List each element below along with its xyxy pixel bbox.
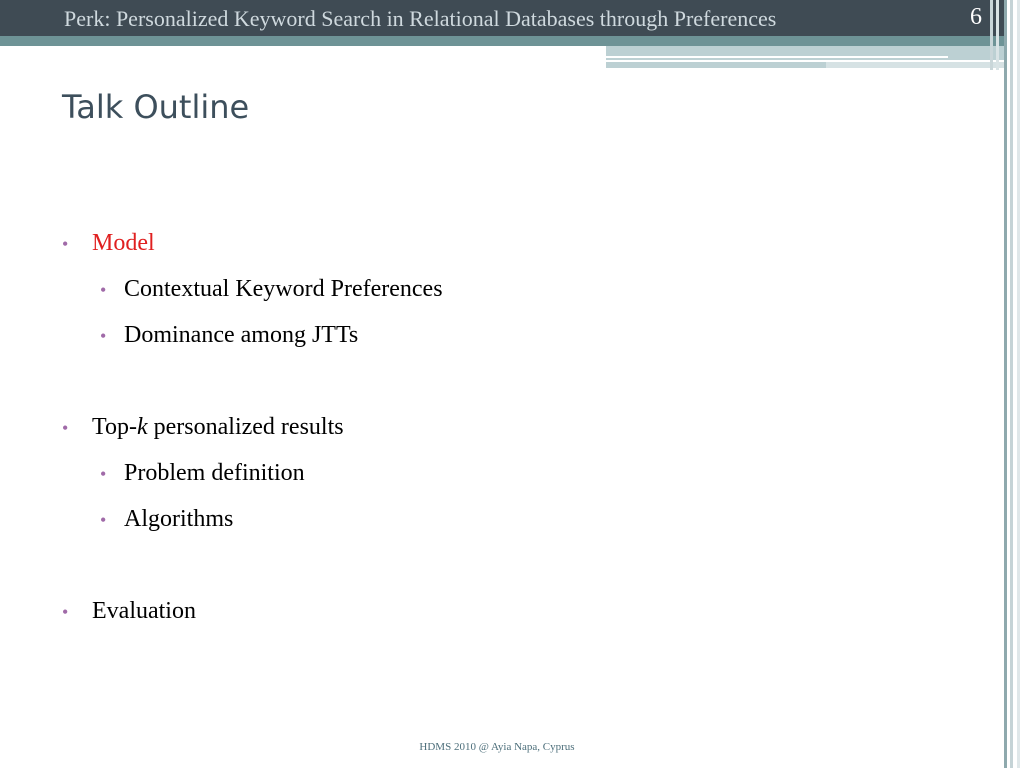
decor-bar (1017, 0, 1020, 768)
bullet-icon: • (62, 602, 69, 622)
bullet-text (92, 414, 344, 441)
header-stripe-thin (606, 56, 948, 58)
bullet-text: Contextual Keyword Preferences (124, 276, 443, 302)
decor-bar (1010, 0, 1013, 768)
bullet-text: Algorithms (124, 506, 234, 532)
decor-bar (990, 0, 993, 70)
bullet-icon: • (100, 326, 107, 346)
header-stripe-teal (0, 36, 1004, 46)
bullet-icon: • (100, 510, 107, 530)
header-stripe-light-2 (606, 62, 826, 68)
bullet-text: Problem definition (124, 460, 305, 486)
bullet-icon: • (62, 418, 69, 438)
slide-number: 6 (970, 4, 982, 30)
header-stripe-light-3 (826, 62, 1004, 68)
bullet-icon: • (62, 234, 69, 254)
bullet-text-prefix: Top- (92, 414, 137, 440)
slide-title: Talk Outline (62, 88, 250, 126)
decor-bar (996, 0, 999, 70)
footer: HDMS 2010 @ Ayia Napa, Cyprus (419, 741, 575, 753)
bullet-text: Model (92, 230, 155, 256)
bullet-text: Evaluation (92, 598, 196, 624)
bullet-text-suffix: personalized results (147, 414, 344, 440)
header-band (0, 0, 1004, 36)
bullet-text: Dominance among JTTs (124, 322, 359, 348)
bullet-text-italic-k: k (136, 414, 148, 440)
decor-bar (1004, 0, 1007, 768)
bullet-icon: • (100, 280, 107, 300)
bullet-icon: • (100, 464, 107, 484)
presentation-title: Perk: Personalized Keyword Search in Relational Databases through Preferences (64, 6, 777, 31)
